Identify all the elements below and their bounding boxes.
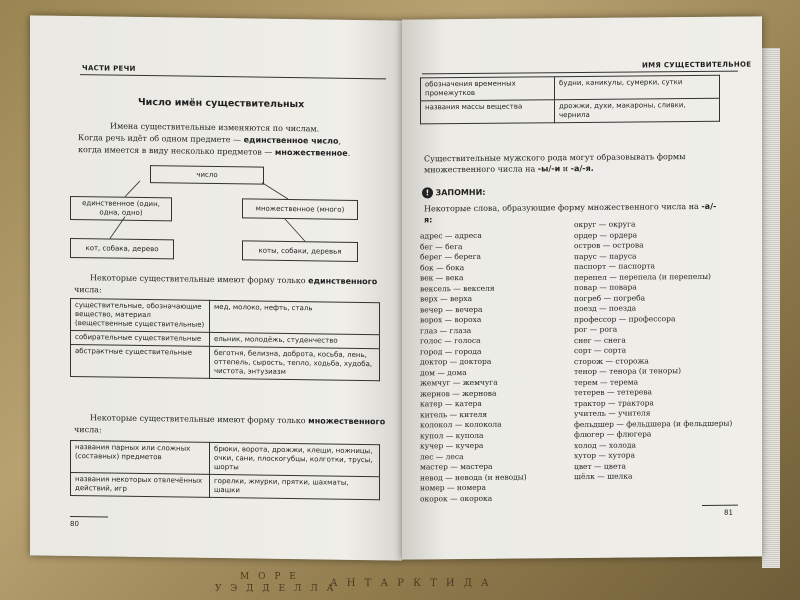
word-pair: китель — кителя [420,409,488,419]
table-row [71,440,380,476]
word-pair: повар — повара [574,282,637,293]
remember-heading: ! ЗАПОМНИ: [422,187,485,199]
word-pair: остров — острова [574,240,644,251]
open-book [30,18,770,578]
table-cell: мед, молоко, нефть, сталь [210,300,380,334]
page-number: 81 [724,508,733,517]
word-pair: тетерев — тетерева [574,387,653,398]
table-row [71,344,380,380]
word-pair: фельдшер — фельдшера (и фельдшеры) [574,418,733,429]
word-pair: поезд — поезда [574,303,637,314]
word-pair: колокол — колокола [420,419,502,430]
word-pair: трактор — трактора [574,397,654,408]
page-number: 80 [70,519,79,529]
table-cell: собирательные существительные [71,330,210,346]
word-pair: невод — невода (и неводы) [420,471,527,482]
table-cell: беготня, белизна, доброта, косьба, лень, оттепель, сырость, тепло, ходьба, худоба, чистота, энтузиазм [210,346,380,380]
word-pair: дом — дома [420,367,467,377]
word-pair: округ — округа [574,219,636,230]
word-pair: кучер — кучера [420,440,484,451]
plural-table-continued [420,75,720,125]
word-pair: паспорт — паспорта [574,261,656,272]
word-pair: хутор — хутора [574,450,635,461]
footer-rule [702,505,738,506]
diagram-plural-example: коты, собаки, деревья [242,240,358,262]
word-pair: вечер — вечера [420,304,483,314]
word-pair: доктор — доктора [420,356,492,367]
word-pair: окорок — окорока [420,493,493,503]
word-pair: век — века [420,273,464,283]
word-pair: перепел — перепела (и перепелы) [574,271,711,282]
word-pair: рог — рога [574,324,618,335]
right-page [402,16,762,559]
map-label: У Э Д Д Е Л Л А [215,584,337,594]
table-cell: будни, каникулы, сумерки, сутки [555,75,720,99]
word-pair: терем — терема [574,377,639,387]
table-cell: существительные, обозначающие вещество, материал (вещественные существительные) [71,298,210,332]
word-pair: голос — голоса [420,335,481,346]
word-pair: жемчуг — жемчуга [420,377,498,388]
word-pair: ордер — ордера [574,230,638,240]
map-label: А Н Т А Р К Т И Д А [330,578,492,589]
table-cell: дрожжи, духи, макароны, сливки, чернила [555,98,720,122]
word-pair: сорт — сорта [574,345,627,356]
table-cell: названия парных или сложных (составных) предметов [71,440,210,474]
left-page [30,15,402,560]
plural-intro: Некоторые существительные имеют форму только множественного [90,413,386,427]
table-row [421,98,720,124]
word-pair: погреб — погреба [574,292,646,303]
singular-intro: Некоторые существительные имеют форму только единственного [90,273,378,287]
table-row [71,472,380,499]
running-header: ЧАСТИ РЕЧИ [82,64,136,73]
word-pair: сторож — сторожа [574,355,649,366]
exclamation-icon: ! [422,187,433,198]
footer-rule [70,516,108,518]
word-pair: снег — снега [574,335,626,345]
diagram-root: число [150,165,264,185]
singular-intro: числа: [74,285,102,295]
singular-table [70,298,380,381]
diagram-singular-example: кот, собака, дерево [70,238,174,259]
word-pair: флюгер — флюгера [574,429,652,440]
word-pair: лес — леса [420,451,464,461]
word-pair: купол — купола [420,430,484,440]
diagram-plural: множественное (много) [242,198,358,220]
word-list-left [420,230,570,504]
diagram-singular: единственное (один, одна, одно) [70,196,172,221]
page-title: Число имён существительных [138,96,305,111]
plural-table [70,440,380,500]
word-pair: шёлк — шелка [574,471,633,482]
intro-text: Имена существительные изменяются по числам. [110,121,320,134]
word-pair: бег — бега [420,241,463,251]
word-pair: номер — номера [420,482,486,493]
table-cell: обозначения временных промежутков [421,77,555,101]
word-pair: катер — катера [420,398,482,409]
header-rule [422,71,738,75]
word-pair: цвет — цвета [574,461,627,471]
plural-intro: числа: [74,425,102,435]
remember-text: Некоторые слова, образующие форму множественного числа на -а/-я: [424,201,717,225]
table-cell: абстрактные существительные [71,344,210,378]
table-row [421,75,720,101]
table-cell: брюки, ворота, дрожжи, клещи, ножницы, очки, сани, плоскогубцы, колготки, трусы, шорты [210,442,380,476]
word-pair: адрес — адреса [420,230,482,241]
map-label: М О Р Е [240,572,299,582]
table-cell: названия некоторых отвлечённых действий, игр [71,472,210,497]
word-pair: тенор — тенора (и теноры) [574,366,682,377]
table-cell: горелки, жмурки, прятки, шахматы, шашки [210,474,380,499]
word-pair: холод — холода [574,440,637,450]
word-pair: парус — паруса [574,251,637,261]
running-header: ИМЯ СУЩЕСТВИТЕЛЬНОЕ [642,60,752,70]
word-pair: глаз — глаза [420,325,472,335]
word-pair: берег — берега [420,251,481,262]
word-list-right [574,219,734,483]
table-cell: ельник, молодёжь, студенчество [210,332,380,348]
intro-text: Когда речь идёт об одном предмете — единственное число, [78,133,341,146]
word-pair: учитель — учителя [574,408,651,419]
intro-text: когда имеется в виду несколько предметов — множественное. [78,145,351,158]
masculine-plural-paragraph: Существительные мужского рода могут образовывать формы множественного числа на -ы/-и и -а/-я. [424,152,686,175]
word-pair: профессор — профессора [574,313,676,324]
table-cell: названия массы вещества [421,100,555,124]
word-pair: бок — бока [420,262,465,272]
word-pair: мастер — мастера [420,461,493,472]
page-edges [762,48,780,568]
word-pair: жернов — жернова [420,388,497,398]
word-pair: ворох — вороха [420,314,482,325]
word-pair: верх — верха [420,293,473,304]
word-pair: вексель — векселя [420,283,495,293]
table-row [71,298,380,334]
word-pair: город — города [420,346,482,356]
